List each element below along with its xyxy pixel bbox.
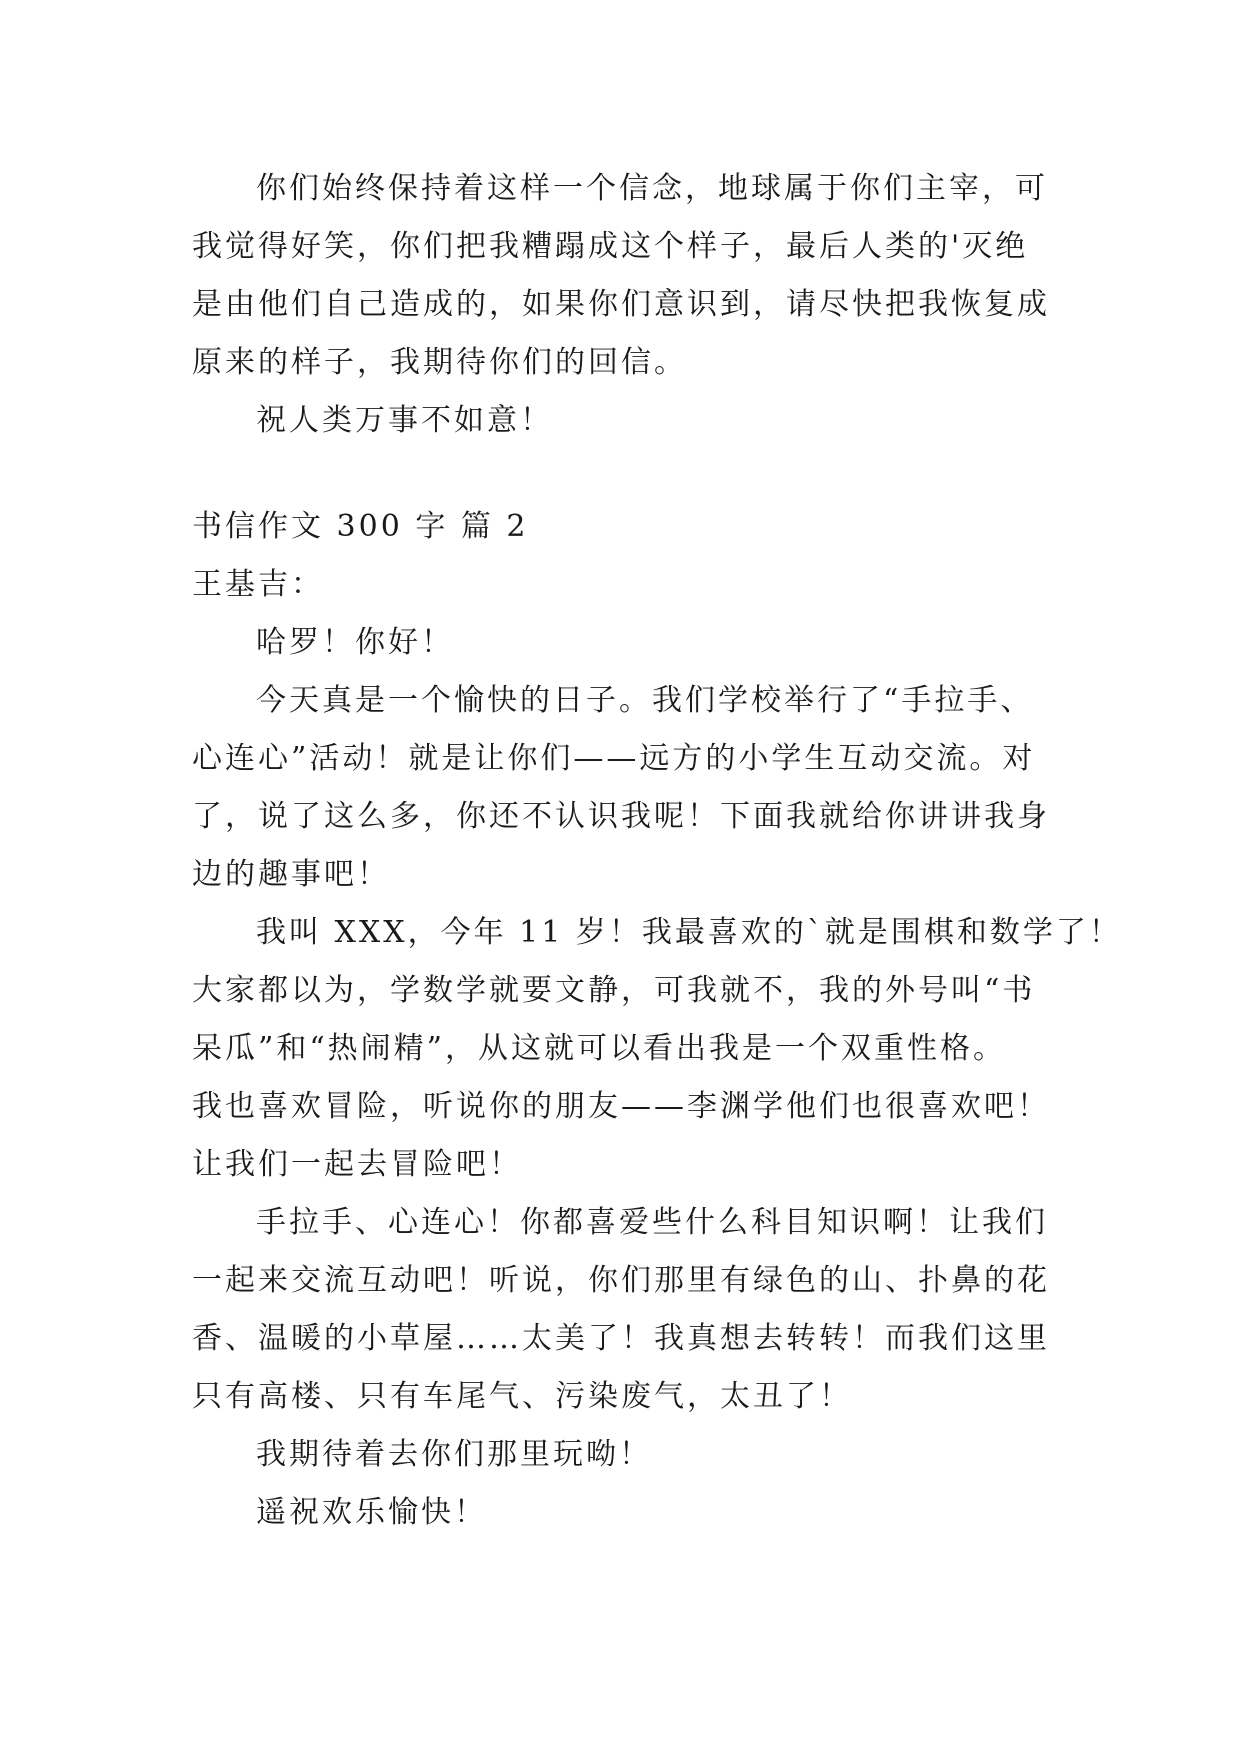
text-line: 香、温暖的小草屋……太美了！我真想去转转！而我们这里	[192, 1321, 1050, 1356]
text-line: 手拉手、心连心！你都喜爱些什么科目知识啊！让我们	[256, 1205, 1048, 1240]
letter-closing: 遥祝欢乐愉快！	[256, 1495, 487, 1530]
text-line: 只有高楼、只有车尾气、污染废气，太丑了！	[192, 1379, 852, 1414]
letter-salutation: 王基吉：	[192, 567, 324, 602]
letter-paragraph	[192, 904, 1122, 1194]
text-line: 是由他们自己造成的，如果你们意识到，请尽快把我恢复成	[192, 287, 1050, 322]
text-line: 心连心”活动！就是让你们——远方的小学生互动交流。对	[192, 741, 1036, 776]
text-line: 原来的样子，我期待你们的回信。	[192, 345, 687, 380]
section-heading: 书信作文 300 字 篇 2	[192, 509, 529, 544]
text-line: 今天真是一个愉快的日子。我们学校举行了“手拉手、	[256, 683, 1034, 718]
letter-closing: 祝人类万事不如意！	[256, 403, 553, 438]
text-line: 呆瓜”和“热闹精”，从这就可以看出我是一个双重性格。	[192, 1031, 1007, 1066]
text-line: 大家都以为，学数学就要文静，可我就不，我的外号叫“书	[192, 973, 1036, 1008]
document-body	[192, 160, 1122, 1542]
text-line: 了，说了这么多，你还不认识我呢！下面我就给你讲讲我身	[192, 799, 1050, 834]
text-line: 让我们一起去冒险吧！	[192, 1147, 522, 1182]
text-line: 你们始终保持着这样一个信念，地球属于你们主宰，可	[256, 171, 1048, 206]
text-line: 一起来交流互动吧！听说，你们那里有绿色的山、扑鼻的花	[192, 1263, 1050, 1298]
text-line: 我叫 XXX，今年 11 岁！我最喜欢的`就是围棋和数学了！	[256, 915, 1122, 950]
letter-paragraph	[192, 672, 1072, 904]
letter-greeting: 哈罗！你好！	[256, 625, 454, 660]
letter-paragraph	[192, 1194, 1072, 1426]
text-line: 我觉得好笑，你们把我糟蹋成这个样子，最后人类的'灭绝	[192, 229, 1029, 264]
letter-paragraph	[192, 160, 1072, 392]
text-line: 边的趣事吧！	[192, 857, 390, 892]
section-gap	[192, 450, 1072, 498]
letter-paragraph: 我期待着去你们那里玩呦！	[256, 1437, 652, 1472]
text-line: 我也喜欢冒险，听说你的朋友——李渊学他们也很喜欢吧！	[192, 1089, 1050, 1124]
